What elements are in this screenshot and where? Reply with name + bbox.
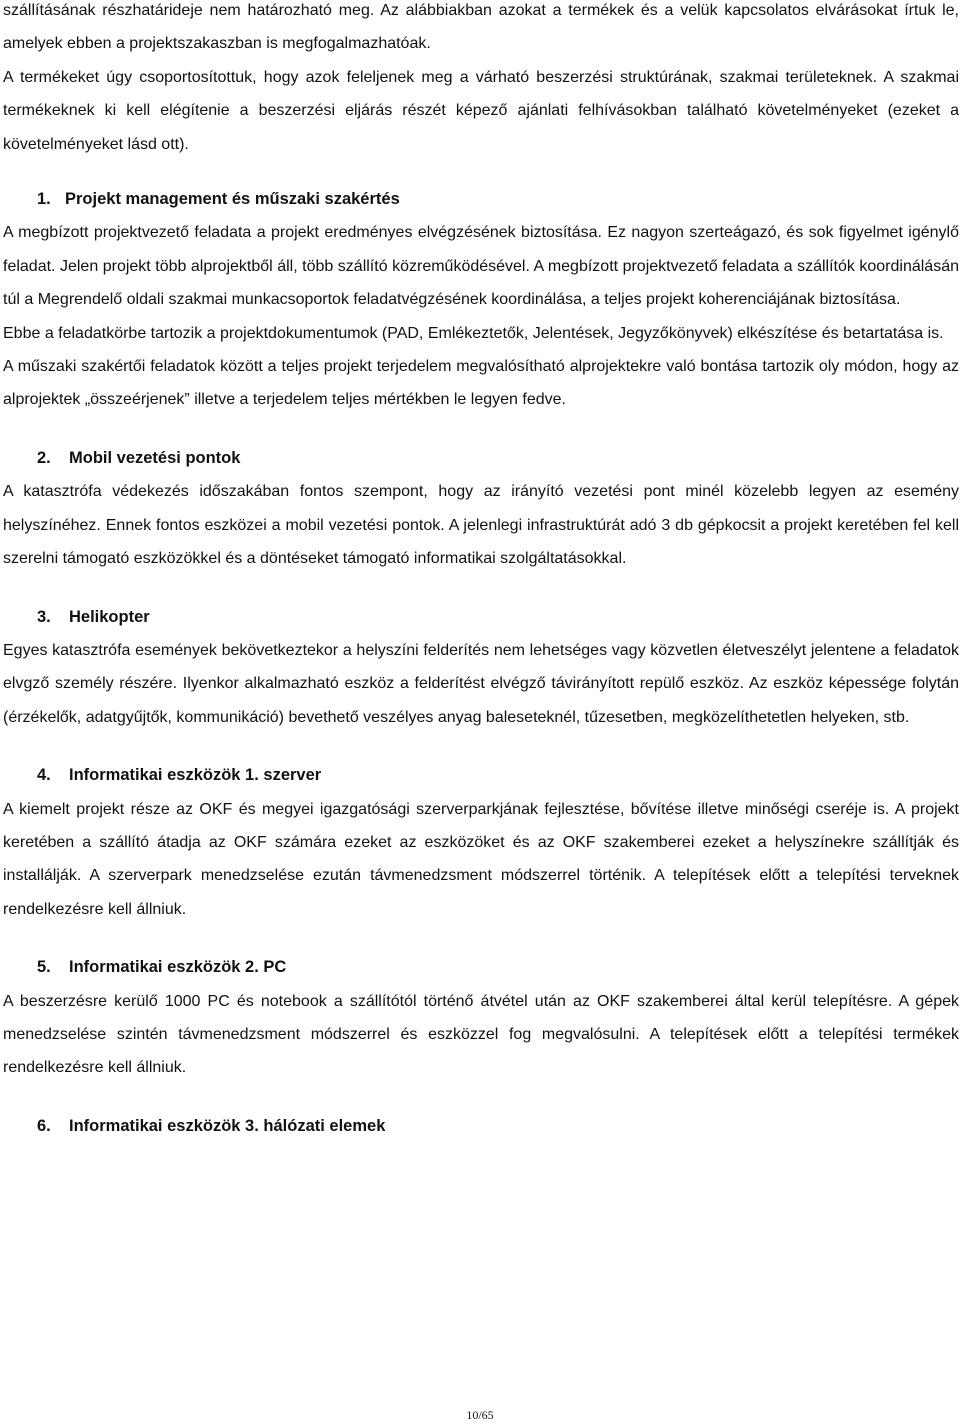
- section-it-pc: [3, 951, 959, 1085]
- section-title: Informatikai eszközök 2. PC: [69, 958, 287, 977]
- section-heading: [3, 183, 959, 216]
- section-helicopter: [3, 601, 959, 735]
- section-it-network: [3, 1110, 959, 1143]
- section-number: 2.: [37, 448, 51, 467]
- intro-paragraph: A termékeket úgy csoportosítottuk, hogy azok feleljenek meg a várható beszerzési struktúrának, szakmai területeknek. A szakmai termékeknek ki kell elégítenie a beszerzési eljárás részét képező ajánlati felhívásokban található követelményeket (ezeket a követelményeket lásd ott).: [3, 68, 959, 153]
- section-title: Projekt management és műszaki szakértés: [65, 190, 400, 209]
- section-title: Informatikai eszközök 3. hálózati elemek: [69, 1116, 386, 1135]
- section-number: 3.: [37, 607, 51, 626]
- intro-paragraph: szállításának részhatárideje nem határozható meg. Az alábbiakban azokat a termékek és a velük kapcsolatos elvárásokat írtuk le, amelyek ebben a projektszakaszban is megfogalmazhatóak.: [3, 2, 959, 53]
- section-paragraph: A megbízott projektvezető feladata a projekt eredményes elvégzésének biztosítása. Ez nagyon szerteágazó, és sok figyelmet igénylő feladat. Jelen projekt több alprojektből áll, több szállító közreműködésével. A megbízott projektvezető feladata a szállítók koordinálásán túl a Megrendelő oldali szakmai munkacsoportok feladatvégzésének koordinálása, a teljes projekt koherenciájának biztosítása.: [3, 224, 959, 309]
- section-title: Mobil vezetési pontok: [69, 448, 241, 467]
- section-heading: [3, 759, 959, 792]
- section-paragraph: A műszaki szakértői feladatok között a teljes projekt terjedelem megvalósítható alprojektekre való bontása tartozik oly módon, hogy az alprojektek „összeérjenek” illetve a terjedelem teljes mértékben le legyen fedve.: [3, 358, 959, 409]
- section-paragraph: Egyes katasztrófa események bekövetkeztekor a helyszíni felderítés nem lehetséges vagy közvetlen életveszélyt jelentene a feladatok elvgző személy részére. Ilyenkor alkalmazható eszköz a felderítést elvégző távirányított repülő eszköz. Az eszköz képessége folytán (érzékelők, adatgyűjtők, kommunikáció) bevethető veszélyes anyag baleseteknél, tűzesetben, megközelíthetetlen helyeken, stb.: [3, 641, 959, 726]
- section-number: 6.: [37, 1116, 51, 1135]
- section-number: 5.: [37, 958, 51, 977]
- section-paragraph: Ebbe a feladatkörbe tartozik a projektdokumentumok (PAD, Emlékeztetők, Jelentések, Jegyzőkönyvek) elkészítése és betartatása is.: [3, 324, 944, 342]
- section-title: Informatikai eszközök 1. szerver: [69, 766, 322, 785]
- section-paragraph: A katasztrófa védekezés időszakában fontos szempont, hogy az irányító vezetési pont minél közelebb legyen az esemény helyszínéhez. Ennek fontos eszközei a mobil vezetési pontok. A jelenlegi infrastruktúrát adó 3 db gépkocsit a projekt keretében fel kell szerelni támogató eszközökkel és a döntéseket támogató informatikai szolgáltatásokkal.: [3, 483, 959, 568]
- section-number: 4.: [37, 766, 51, 785]
- section-paragraph: A kiemelt projekt része az OKF és megyei igazgatósági szerverparkjának fejlesztése, bővítése illetve minőségi cseréje is. A projekt keretében a szállító átadja az OKF számára ezeket az eszközöket és az OKF szakemberei ezeket a helyszínekre szállítják és installálják. A szerverpark menedzselése ezután távmenedzsment módszerrel történik. A telepítések előtt a telepítési terveknek rendelkezésre kell állniuk.: [3, 800, 959, 918]
- section-heading: [3, 442, 959, 475]
- section-heading: [3, 1110, 959, 1143]
- section-title: Helikopter: [69, 607, 150, 626]
- section-mobile-command-points: [3, 442, 959, 576]
- section-heading: [3, 601, 959, 634]
- section-paragraph: A beszerzésre kerülő 1000 PC és notebook a szállítótól történő átvétel után az OKF szakemberei által kerül telepítésre. A gépek menedzselése szintén távmenedzsment módszerrel és eszközzel fog megvalósulni. A telepítések előtt a telepítési termékek rendelkezésre kell állniuk.: [3, 992, 959, 1077]
- section-project-management: [3, 183, 959, 417]
- section-heading: [3, 951, 959, 984]
- document-page: [3, 0, 959, 1143]
- section-it-server: [3, 759, 959, 926]
- intro-block: [3, 0, 959, 161]
- section-number: 1.: [37, 190, 51, 209]
- page-number: 10/65: [466, 1408, 494, 1422]
